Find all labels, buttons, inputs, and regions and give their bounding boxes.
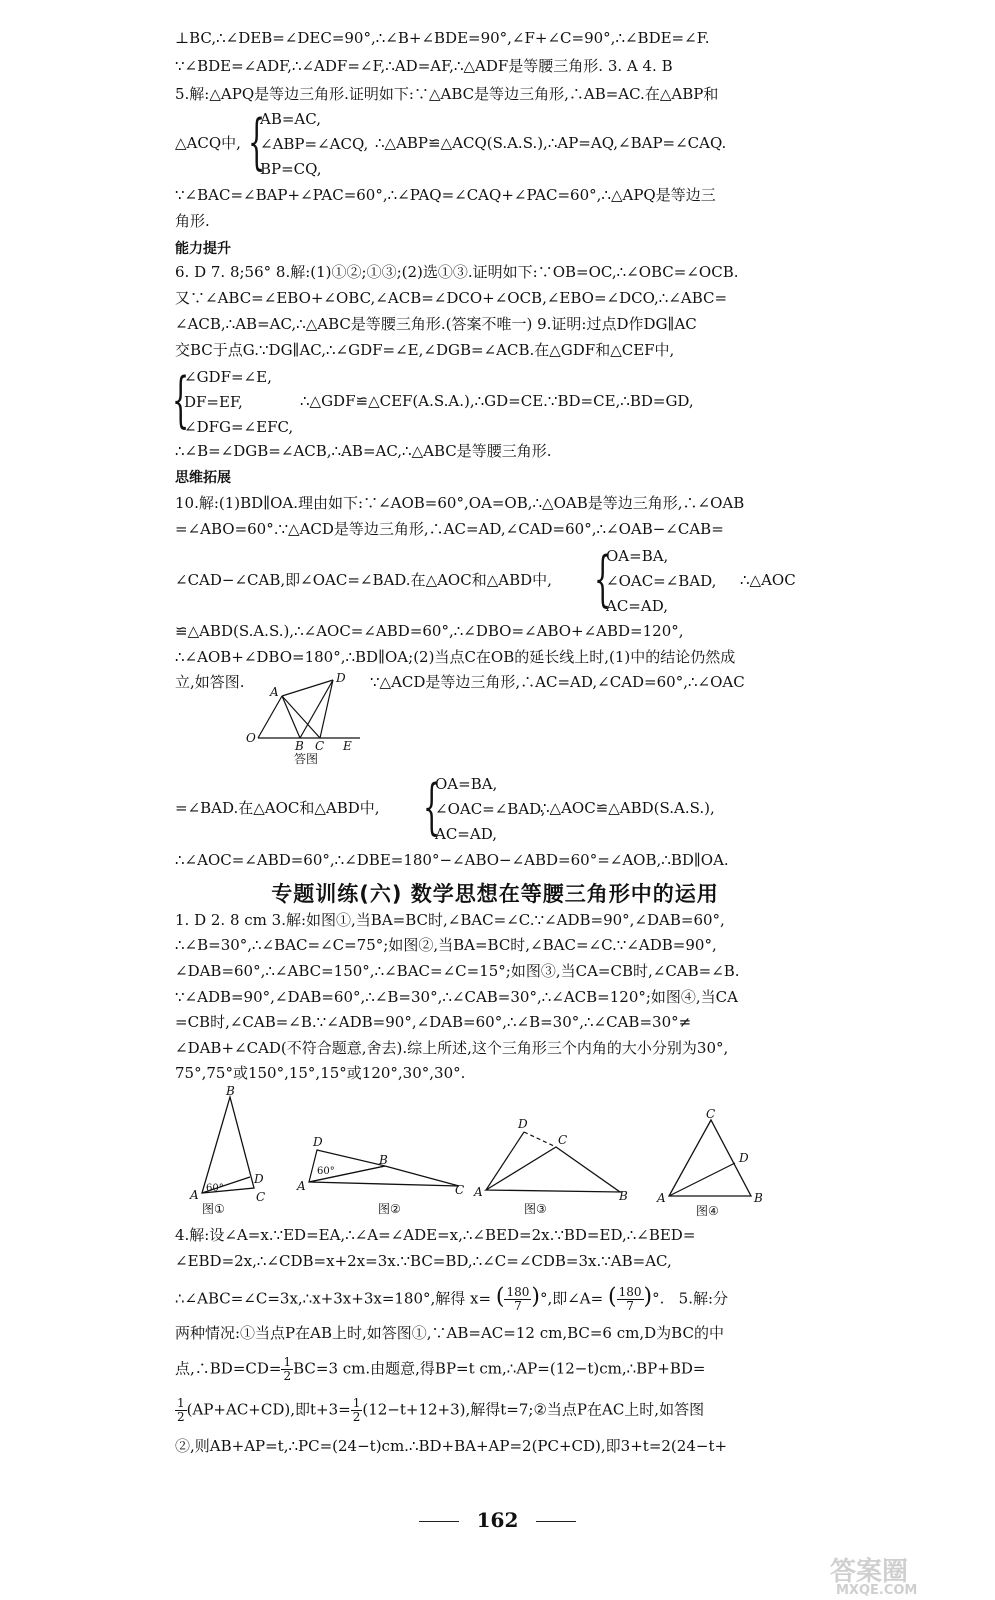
text-line: =CB时,∠CAB=∠B.∵∠ADB=90°,∠DAB=60°,∴∠B=30°,∴∠CAB=30°≠ [175,1013,692,1031]
svg-text:D: D [313,1135,323,1149]
svg-text:B: B [619,1189,628,1200]
svg-text:D: D [739,1151,749,1165]
page-number-text: 162 [476,1508,519,1532]
watermark-logo [822,1552,992,1596]
fraction: $\frac{180}{7}$ [618,1285,642,1313]
brace-row: ∠OAC=∠BAD, [606,572,717,590]
text-line: =∠BAD.在△AOC和△ABD中, [175,799,380,817]
svg-text:MXQE.COM: MXQE.COM [836,1583,918,1596]
text-line: ∵∠ADB=90°,∠DAB=60°,∴∠B=30°,∴∠CAB=30°,∴∠ACB=120°;如图④,当CA [175,988,738,1006]
brace-row: AB=AC, [260,110,321,128]
figure-caption: 图③ [524,1202,547,1216]
text-line [175,1397,815,1424]
text-line: ∠DAB=60°,∴∠ABC=150°,∴∠BAC=∠C=15°;如图③,当CA=CB时,∠CAB=∠B. [175,962,740,980]
svg-text:D: D [254,1172,264,1186]
text-line: ≌△ABD(S.A.S.),∴∠AOC=∠ABD=60°,∴∠DBO=∠ABO+∠ABD=120°, [175,622,684,640]
text-line: ∴∠ABC=∠C=3x,∴x+3x+3x=180°,解得 x= ( $\frac{180}{7}$ )°,即∠A= ( $\frac{180}{7}$ )°. 5.解:分 [175,1284,729,1313]
text-line: ∠CAD−∠CAB,即∠OAC=∠BAD.在△AOC和△ABD中, [175,571,552,589]
text-line: ∴∠B=30°,∴∠BAC=∠C=75°;如图②,当BA=BC时,∠BAC=∠C.∵∠ADB=90°, [175,936,717,954]
text-line: 角形. [175,212,210,230]
svg-text:B: B [379,1153,388,1167]
text-line: ∠DAB+∠CAD(不符合题意,舍去).综上所述,这个三角形三个内角的大小分别为30°, [175,1039,729,1057]
brace-row: AC=AD, [606,597,668,615]
text-span: (12−t+12+3),解得t=7;②当点P在AC上时,如答图 [362,1400,705,1419]
fraction: $\frac{180}{7}$ [506,1285,530,1313]
text-line: ∴∠B=∠DGB=∠ACB,∴AB=AC,∴△ABC是等腰三角形. [175,442,552,460]
brace-row: OA=BA, [435,775,498,793]
figure-2 [295,1130,473,1200]
text-line: ∴∠AOB+∠DBO=180°,∴BD∥OA;(2)当点C在OB的延长线上时,(1)中的结论仍然成 [175,648,736,666]
svg-text:D: D [336,671,346,685]
brace-row: ∠ABP=∠ACQ, [260,135,369,153]
svg-text:A: A [190,1188,199,1202]
figure-caption: 图④ [696,1204,719,1218]
svg-text:C: C [315,739,325,750]
answer-figure [240,668,370,750]
brace-row: ∠DFG=∠EFC, [184,418,294,436]
fraction: $\frac{1}{2}$ [177,1396,185,1424]
text-line: 6. D 7. 8;56° 8.解:(1)①②;①③;(2)选①③.证明如下:∵OB=OC,∴∠OBC=∠OCB. [175,263,739,281]
figure-caption: 图② [378,1202,401,1216]
section-heading: 能力提升 [175,241,231,257]
text-line: △ACQ中, [175,134,241,152]
svg-text:60°: 60° [206,1183,224,1194]
brace-row: AC=AD, [435,825,497,843]
svg-text:A: A [297,1179,306,1193]
svg-text:C: C [455,1183,465,1197]
svg-text:B: B [754,1191,763,1203]
text-line [175,1356,815,1383]
svg-text:A: A [270,685,279,699]
figure-4 [655,1108,770,1203]
svg-text:A: A [657,1191,666,1203]
text-line: 交BC于点G.∵DG∥AC,∴∠GDF=∠E,∠DGB=∠ACB.在△GDF和△CEF中, [175,341,675,359]
figure-1 [188,1085,278,1203]
brace-row: OA=BA, [606,547,669,565]
text-line: ∠ACB,∴AB=AC,∴△ABC是等腰三角形.(答案不唯一) 9.证明:过点D作DG∥AC [175,315,697,333]
figure-3 [472,1112,632,1200]
brace-row: ∠GDF=∠E, [184,368,272,386]
svg-text:B: B [295,739,304,750]
text-line: ②,则AB+AP=t,∴PC=(24−t)cm.∴BD+BA+AP=2(PC+CD),即3+t=2(24−t+ [175,1437,728,1455]
text-span: BC=3 cm.由题意,得BP=t cm,∴AP=(12−t)cm,∴BP+BD= [293,1359,706,1378]
text-line: ⊥BC,∴∠DEB=∠DEC=90°,∴∠B+∠BDE=90°,∠F+∠C=90°,∴∠BDE=∠F. [175,29,710,47]
fraction: $\frac{1}{2}$ [283,1355,292,1383]
page: ⊥BC,∴∠DEB=∠DEC=90°,∴∠B+∠BDE=90°,∠F+∠C=90°,∴∠BDE=∠F. ∵∠BDE=∠ADF,∴∠ADF=∠F,∴AD=AF,∴△ADF是等腰三角形. 3. A 4. B 5.解:△APQ是等边三角形.证明如下:∵△ABC是等边三角形,∴AB=AC.在△ABP和 △ACQ中, { AB=AC, ∠ABP=∠ACQ, BP=CQ, ∴△ABP≌△ACQ(S.A.S.),∴AP=AQ,∠BAP=∠CAQ. ∵∠BAC=∠BAP+∠PAC=60°,∴∠PAQ=∠CAQ+∠PAC=60°,∴△APQ是等边三 角形. 能力提升 6. D 7. 8;56° 8.解:(1)①②;①③;(2)选①③.证明如下:∵OB=OC,∴∠OBC=∠OCB. 又∵∠ABC=∠EBO+∠OBC,∠ACB=∠DCO+∠OCB,∠EBO=∠DCO,∴∠ABC= ∠ACB,∴AB=AC,∴△ABC是等腰三角形.(答案不唯一) 9.证明:过点D作DG∥AC 交BC于点G.∵DG∥AC,∴∠GDF=∠E,∠DGB=∠ACB.在△GDF和△CEF中, { ∠GDF=∠E, DF=EF, ∠DFG=∠EFC, ∴△GDF≌△CEF(A.S.A.),∴GD=CE.∵BD=CE,∴BD=GD, ∴∠B=∠DGB=∠ACB,∴AB=AC,∴△ABC是等腰三角形. 思维拓展 10.解:(1)BD∥OA.理由如下:∵∠AOB=60°,OA=OB,∴△OAB是等边三角形,∴∠OAB =∠ABO=60°.∵△ACD是等边三角形,∴AC=AD,∠CAD=60°,∴∠OAB−∠CAB= ∠CAD−∠CAB,即∠OAC=∠BAD.在△AOC和△ABD中, { OA=BA, ∠OAC=∠BAD, AC=AD, ∴△AOC ≌△ABD(S.A.S.),∴∠AOC=∠ABD=60°,∴∠DBO=∠ABO+∠ABD=120°, ∴∠AOB+∠DBO=180°,∴BD∥OA;(2)当点C在OB的延长线上时,(1)中的结论仍然成 立,如答图. ∵△ACD是等边三角形,∴AC=AD,∠CAD=60°,∴∠OAC A D O B C E 答图 =∠BAD.在△AOC和△ABD中, { OA=BA, ∠OAC=∠BAD, AC=AD, ∴△AOC≌△ABD(S.A.S.), ∴∠AOC=∠ABD=60°,∴∠DBE=180°−∠ABO−∠ABD=60°=∠AOB,∴BD∥OA. 专题训练(六) 数学思想在等腰三角形中的运用 1. D 2. 8 cm 3.解:如图①,当BA=BC时,∠BAC=∠C.∵∠ADB=90°,∠DAB=60°, ∴∠B=30°,∴∠BAC=∠C=75°;如图②,当BA=BC时,∠BAC=∠C.∵∠ADB=90°, ∠DAB=60°,∴∠ABC=150°,∴∠BAC=∠C=15°;如图③,当CA=CB时,∠CAB=∠B. ∵∠ADB=90°,∠DAB=60°,∴∠B=30°,∴∠CAB=30°,∴∠ACB=120°;如图④,当CA =CB时,∠CAB=∠B.∵∠ADB=90°,∠DAB=60°,∴∠B=30°,∴∠CAB=30°≠ ∠DAB+∠CAD(不符合题意,舍去).综上所述,这个三角形三个内角的大小分别为30°, 75°,75°或150°,15°,15°或120°,30°,30°. B A C D 60° 图① D B A C 60° 图② D C A B 图③ C D A B 图④ 4.解:设∠A=x.∵ED=EA,∴∠A=∠ADE=x,∴∠BED=2x.∵BD=ED,∴∠BED= ∠EBD=2x,∴∠CDB=x+2x=3x.∵BC=BD,∴∠C=∠CDB=3x.∵AB=AC, ∴∠ABC=∠C=3x,∴x+3x+3x=180°,解得 x= ( $\frac{180}{7}$ )°,即∠A= ( $\frac{180}{7}$ )°. 5.解:分 两种情况:①当点P在AB上时,如答图①,∵AB=AC=12 cm,BC=6 cm,D为BC的中 点,∴BD=CD= $\frac{1}{2}$ BC=3 cm.由题意,得BP=t cm,∴AP=(12−t)cm,∴BP+BD= $\frac{1}{2}$ (AP+AC+CD),即t+3= $\frac{1}{2}$ (12−t+12+3),解得t=7;②当点P在AC上时,如答图 ②,则AB+AP=t,∴PC=(24−t)cm.∴BD+BA+AP=2(PC+CD),即3+t=2(24−t+ 162 答案圈 MXQE.COM [0,0,995,1600]
svg-text:答案圈: 答案圈 [830,1557,909,1587]
text-line: ∴△AOC [740,571,796,589]
text-line: ∴∠AOC=∠ABD=60°,∴∠DBE=180°−∠ABO−∠ABD=60°=∠AOB,∴BD∥OA. [175,851,729,869]
text-line: 又∵∠ABC=∠EBO+∠OBC,∠ACB=∠DCO+∠OCB,∠EBO=∠DCO,∴∠ABC= [175,289,728,307]
svg-text:E: E [343,739,352,750]
text-line: =∠ABO=60°.∵△ACD是等边三角形,∴AC=AD,∠CAD=60°,∴∠OAB−∠CAB= [175,520,724,538]
text-line: 1. D 2. 8 cm 3.解:如图①,当BA=BC时,∠BAC=∠C.∵∠ADB=90°,∠DAB=60°, [175,911,725,929]
text-line: ∴△AOC≌△ABD(S.A.S.), [540,799,715,817]
text-line: ∵∠BAC=∠BAP+∠PAC=60°,∴∠PAQ=∠CAQ+∠PAC=60°,∴△APQ是等边三 [175,186,716,204]
text-line: ∴△ABP≌△ACQ(S.A.S.),∴AP=AQ,∠BAP=∠CAQ. [375,134,727,152]
text-span: ∴∠ABC=∠C=3x,∴x+3x+3x=180°,解得 x= [175,1289,492,1308]
section-title: 专题训练(六) 数学思想在等腰三角形中的运用 [271,882,719,906]
svg-text:C: C [706,1108,716,1121]
text-line: 立,如答图. [175,673,245,691]
text-line: 4.解:设∠A=x.∵ED=EA,∴∠A=∠ADE=x,∴∠BED=2x.∵BD=ED,∴∠BED= [175,1226,696,1244]
text-span: ,即∠A= [547,1289,604,1308]
svg-text:60°: 60° [317,1166,335,1177]
text-span: (AP+AC+CD),即t+3= [186,1400,351,1419]
text-line: 5.解:△APQ是等边三角形.证明如下:∵△ABC是等边三角形,∴AB=AC.在△ABP和 [175,85,719,103]
text-line: ∵△ACD是等边三角形,∴AC=AD,∠CAD=60°,∴∠OAC [370,673,745,691]
brace-row: BP=CQ, [260,160,322,178]
text-line: 10.解:(1)BD∥OA.理由如下:∵∠AOB=60°,OA=OB,∴△OAB是等边三角形,∴∠OAB [175,494,745,512]
svg-text:A: A [474,1185,483,1199]
svg-text:D: D [518,1117,528,1131]
text-line: 两种情况:①当点P在AB上时,如答图①,∵AB=AC=12 cm,BC=6 cm,D为BC的中 [175,1324,724,1342]
text-line: ∠EBD=2x,∴∠CDB=x+2x=3x.∵BC=BD,∴∠C=∠CDB=3x.∵AB=AC, [175,1252,672,1270]
svg-text:B: B [226,1085,235,1098]
text-span: 5.解:分 [678,1289,729,1308]
figure-caption: 答图 [294,752,319,766]
svg-text:C: C [558,1133,568,1147]
text-line: ∴△GDF≌△CEF(A.S.A.),∴GD=CE.∵BD=CE,∴BD=GD, [300,392,694,410]
section-heading: 思维拓展 [175,470,231,486]
text-line: ∵∠BDE=∠ADF,∴∠ADF=∠F,∴AD=AF,∴△ADF是等腰三角形. 3. A 4. B [175,57,673,75]
svg-text:O: O [246,731,256,745]
fraction: $\frac{1}{2}$ [352,1396,361,1424]
figure-caption: 图① [202,1202,225,1216]
brace-row: DF=EF, [184,393,243,411]
page-number [0,1508,995,1532]
svg-text:C: C [256,1190,266,1203]
text-line: 75°,75°或150°,15°,15°或120°,30°,30°. [175,1064,466,1082]
brace-row: ∠OAC=∠BAD, [435,800,546,818]
text-span: 点,∴BD=CD= [175,1359,282,1378]
